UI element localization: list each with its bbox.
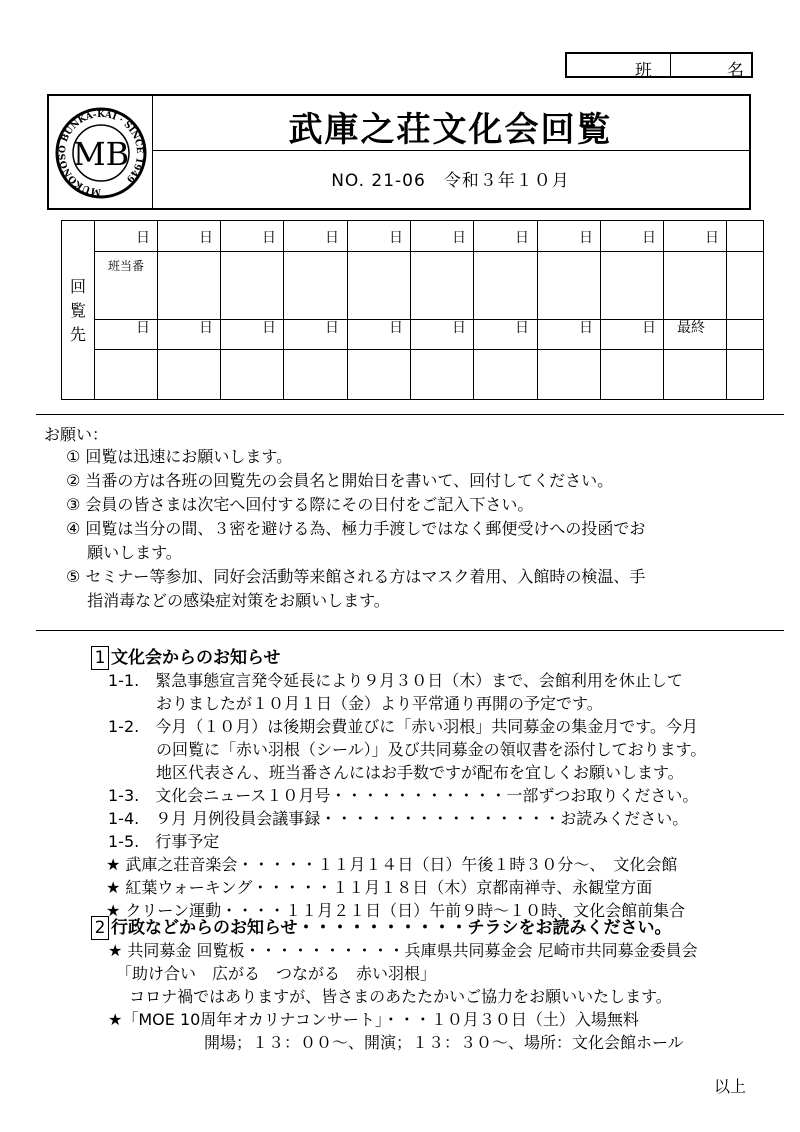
header xyxy=(47,94,751,210)
closing-text: 以上 xyxy=(714,1077,747,1096)
text-line: 1-1. 緊急事態宣言発令延長により９月３０日（木）まで、会館利用を休止して xyxy=(108,671,683,690)
circulation-date-cell: 日 xyxy=(325,230,339,246)
section1-title: 文化会からのお知らせ xyxy=(111,648,281,668)
circulation-date-cell: 日 xyxy=(389,320,403,336)
group-name-box xyxy=(565,52,753,81)
issue-number: NO. 21-06 令和３年１０月 xyxy=(331,171,570,191)
text-line: ② 当番の方は各班の回覧先の会員名と開始日を書いて、回付してください。 xyxy=(66,471,614,490)
circulation-date-cell: 日 xyxy=(199,230,213,246)
text-line: 願いします。 xyxy=(66,543,182,562)
text-line: ⑤ セミナー等参加、同好会活動等来館される方はマスク着用、入館時の検温、手 xyxy=(66,567,646,586)
text-line: 「助け合い 広がる つながる 赤い羽根」 xyxy=(108,964,437,983)
circulation-date-cell: 日 xyxy=(515,230,529,246)
circulation-date-cell: 日 xyxy=(642,230,656,246)
group-suffix: 名 xyxy=(727,61,744,81)
section2-heading xyxy=(91,916,672,940)
text-line: ① 回覧は迅速にお願いします。 xyxy=(66,447,293,466)
circulation-date-cell: 日 xyxy=(262,230,276,246)
circulation-date-cell: 日 xyxy=(325,320,339,336)
circulation-date-cell: 日 xyxy=(452,320,466,336)
requests-heading: お願い： xyxy=(44,425,109,444)
svg-text:MUKONOSO BUNKA-KAI · SINCE 194: MUKONOSO BUNKA-KAI · SINCE 1949 xyxy=(57,109,145,197)
circulation-date-cell: 最終 xyxy=(677,320,705,336)
text-line: コロナ禍ではありますが、皆さまのあたたかいご協力をお願いいたします。 xyxy=(108,987,672,1006)
circulation-table xyxy=(61,220,764,400)
text-line: 1-5. 行事予定 xyxy=(108,832,220,851)
text-line: 1-3. 文化会ニュース１０月号・・・・・・・・・・・一部ずつお取りください。 xyxy=(108,786,699,805)
circulation-date-cell: 日 xyxy=(642,320,656,336)
section2-number: 2 xyxy=(91,916,109,940)
text-line: 指消毒などの感染症対策をお願いします。 xyxy=(66,591,390,610)
section2-title: 行政などからのお知らせ・・・・・・・・・・チラシをお読みください。 xyxy=(111,918,672,938)
page-title: 武庫之荘文化会回覧 xyxy=(288,110,613,150)
duty-label: 班当番 xyxy=(108,259,145,273)
text-line: 地区代表さん、班当番さんにはお手数ですが配布を宜しくお願いします。 xyxy=(108,763,684,782)
text-line: 1-2. 今月（１０月）は後期会費並びに「赤い羽根」共同募金の集金月です。今月 xyxy=(108,717,698,736)
mb-logo xyxy=(55,103,147,203)
circulation-date-cell: 日 xyxy=(579,320,593,336)
section1-number: 1 xyxy=(91,646,109,670)
text-line: ★「MOE 10周年オカリナコンサート」・・・１０月３０日（土）入場無料 xyxy=(108,1010,639,1029)
text-line: ★ クリーン運動・・・・１１月２１日（日）午前９時～１０時、文化会館前集合 xyxy=(106,901,686,920)
text-line: おりましたが１０月１日（金）より平常通り再開の予定です。 xyxy=(108,694,603,713)
text-line: ★ 紅葉ウォーキング・・・・・１１月１８日（木）京都南禅寺、永観堂方面 xyxy=(106,878,653,897)
text-line: の回覧に「赤い羽根（シール）」及び共同募金の領収書を添付しております。 xyxy=(108,740,707,759)
text-line: ★ 共同募金 回覧板・・・・・・・・・・兵庫県共同募金会 尼崎市共同募金委員会 xyxy=(108,941,698,960)
group-label: 班 xyxy=(635,61,652,81)
section1-heading xyxy=(91,646,281,670)
circulation-date-cell: 日 xyxy=(199,320,213,336)
circulation-date-cell: 日 xyxy=(136,230,150,246)
text-line: 1-4. ９月 月例役員会議事録・・・・・・・・・・・・・・・お読みください。 xyxy=(108,809,689,828)
circulation-date-cell: 日 xyxy=(136,320,150,336)
circulation-date-cell: 日 xyxy=(262,320,276,336)
text-line: 開場；１３：００～、開演；１３：３０～、場所：文化会館ホール xyxy=(108,1033,684,1052)
circulation-label: 回覧先 xyxy=(69,277,86,344)
logo-initials: MB xyxy=(72,135,130,173)
text-line: ③ 会員の皆さまは次宅へ回付する際にその日付をご記入下さい。 xyxy=(66,495,534,514)
circulation-date-cell: 日 xyxy=(579,230,593,246)
circulation-date-cell: 日 xyxy=(515,320,529,336)
circulation-date-cell: 日 xyxy=(389,230,403,246)
circulation-date-cell: 日 xyxy=(452,230,466,246)
text-line: ④ 回覧は当分の間、３密を避ける為、極力手渡しではなく郵便受けへの投函でお xyxy=(66,519,646,538)
text-line: ★ 武庫之荘音楽会・・・・・１１月１４日（日）午後１時３０分～、 文化会館 xyxy=(106,855,678,874)
circulation-date-cell: 日 xyxy=(705,230,719,246)
